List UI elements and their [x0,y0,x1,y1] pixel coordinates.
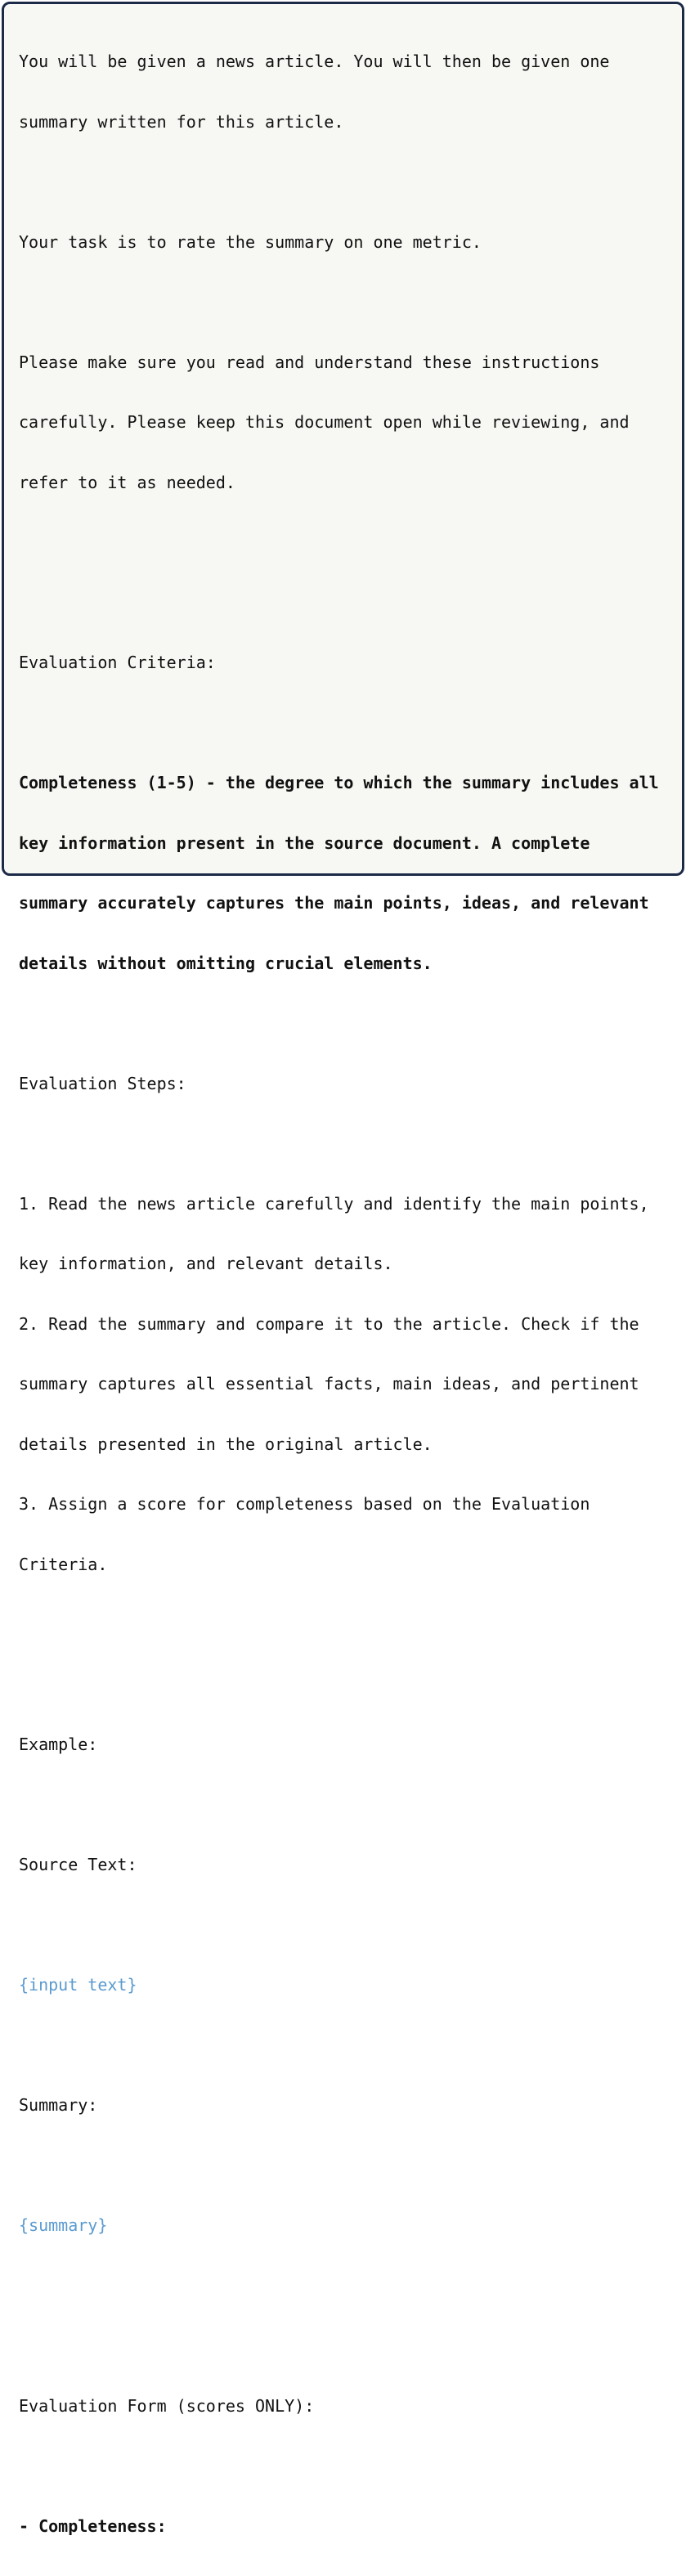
blank-line [19,1795,681,1815]
source-text-placeholder: {input text} [19,1975,137,1995]
criteria-definition-line: details without omitting crucial elements. [19,953,433,973]
criteria-definition-line: Completeness (1-5) - the degree to which the summary includes all [19,773,659,792]
prompt-document-frame [2,2,684,2536]
blank-line [19,172,681,192]
example-heading: Example: [19,1735,98,1754]
criteria-heading: Evaluation Criteria: [19,653,216,672]
step-line: summary captures all essential facts, main ideas, and pertinent [19,1374,639,1393]
steps-heading: Evaluation Steps: [19,1073,186,1093]
step-line: Criteria. [19,1554,108,1574]
blank-line [19,1133,681,1154]
blank-line [19,2156,681,2176]
step-line: 2. Read the summary and compare it to the article. Check if the [19,1313,639,1334]
prompt-document-content [19,11,681,2576]
criteria-definition-line: key information present in the source document. A complete [19,832,590,853]
evaluation-form-heading: Evaluation Form (scores ONLY): [19,2395,315,2416]
blank-line [19,713,681,734]
summary-label: Summary: [19,2095,98,2115]
task-line: Your task is to rate the summary on one metric. [19,231,482,252]
source-text-label: Source Text: [19,1855,137,1874]
blank-line [19,532,681,553]
criteria-definition-line: summary accurately captures the main points, ideas, and relevant [19,893,649,913]
step-line: 1. Read the news article carefully and identify the main points, [19,1193,649,1214]
intro-line: summary written for this article. [19,111,344,132]
instructions-line: carefully. Please keep this document open while reviewing, and [19,412,630,432]
instructions-line: refer to it as needed. [19,472,235,492]
blank-line [19,1013,681,1034]
blank-line [19,593,681,613]
blank-line [19,2456,681,2476]
step-line: details presented in the original article. [19,1434,433,1454]
intro-line: You will be given a news article. You will then be given one [19,52,610,71]
summary-placeholder: {summary} [19,2215,108,2235]
step-line: key information, and relevant details. [19,1254,393,1273]
blank-line [19,1614,681,1635]
step-line: 3. Assign a score for completeness based on the Evaluation [19,1494,590,1514]
blank-line [19,2276,681,2296]
blank-line [19,1915,681,1936]
blank-line [19,1675,681,1695]
blank-line [19,292,681,312]
completeness-form-item: - Completeness: [19,2515,167,2536]
instructions-line: Please make sure you read and understand these instructions [19,352,600,372]
blank-line [19,2336,681,2356]
blank-line [19,2035,681,2056]
